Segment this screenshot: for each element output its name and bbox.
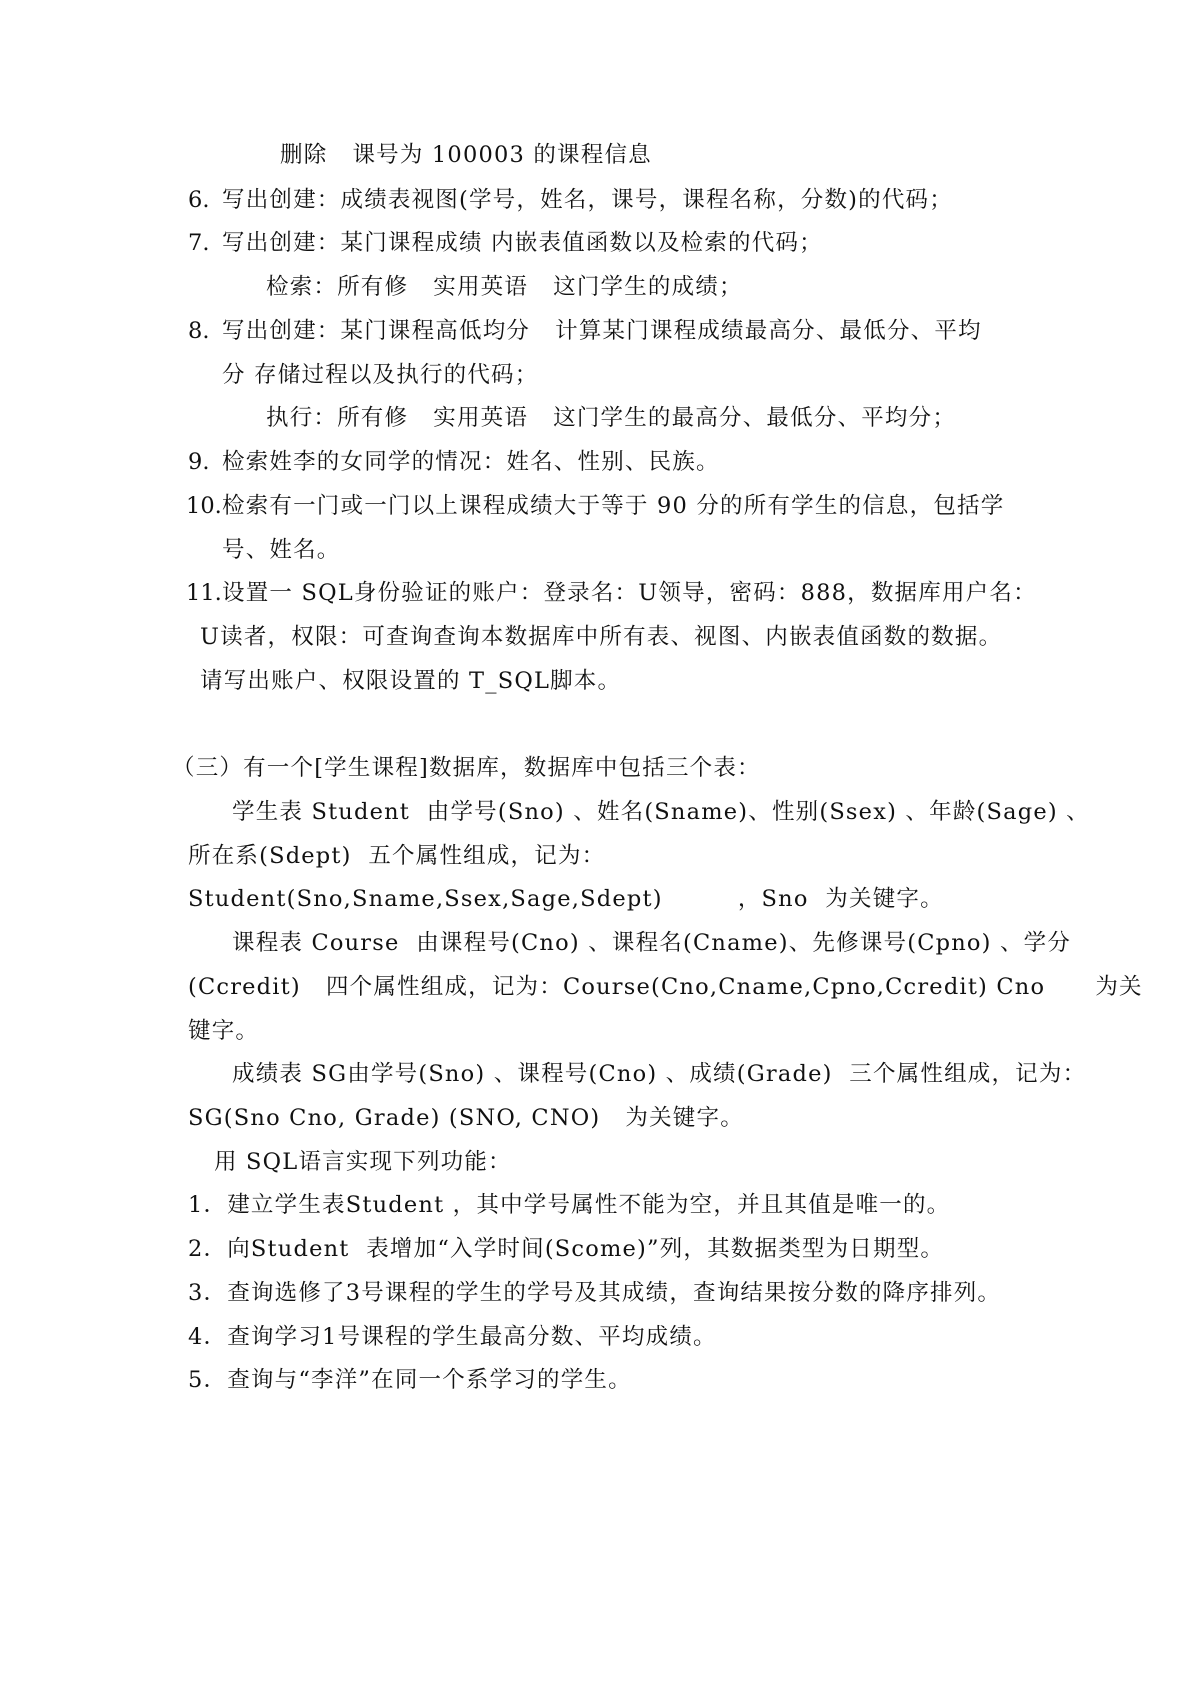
task-intro: 用 SQL语言实现下列功能： [214,1149,512,1175]
delete-instruction: 删除 课号为 100003 的课程信息 [280,142,652,168]
item-subtext: 执行：所有修 实用英语 这门学生的最高分、最低分、平均分； [266,405,957,431]
sg-table-schema: SG(Sno Cno, Grade) (SNO, CNO) 为关键字。 [188,1105,744,1131]
student-table-schema: Student(Sno,Sname,Ssex,Sage,Sdept) ，Sno 为关键字。 [188,886,944,912]
task-item: 5．查询与“李洋”在同一个系学习的学生。 [188,1367,632,1393]
item-text: 写出创建：某门课程高低均分 计算某门课程成绩最高分、最低分、平均 [222,318,982,344]
item-number: 6. [188,187,210,213]
task-item: 4．查询学习1号课程的学生最高分数、平均成绩。 [188,1324,717,1350]
student-table-description: 学生表 Student 由学号(Sno) 、姓名(Sname)、性别(Ssex) 、年龄(Sage) 、 [232,799,1090,825]
sg-table-description: 成绩表 SG由学号(Sno) 、课程号(Cno) 、成绩(Grade) 三个属性组成，记为： [232,1061,1087,1087]
course-table-description: 键字。 [188,1018,260,1044]
item-text: 检索有一门或一门以上课程成绩大于等于 90 分的所有学生的信息，包括学 [222,493,1005,519]
task-item: 2．向Student 表增加“入学时间(Scome)”列，其数据类型为日期型。 [188,1236,945,1262]
course-table-description: (Ccredit) 四个属性组成，记为：Course(Cno,Cname,Cpno,Ccredit) Cno 为关 [188,974,1143,1000]
course-table-description: 课程表 Course 由课程号(Cno) 、课程名(Cname)、先修课号(Cpno) 、学分 [232,930,1072,956]
item-text: U读者，权限：可查询查询本数据库中所有表、视图、内嵌表值函数的数据。 [200,624,1003,650]
item-text: 设置一 SQL身份验证的账户：登录名：U领导，密码：888，数据库用户名： [222,580,1037,606]
task-item: 3．查询选修了3号课程的学生的学号及其成绩，查询结果按分数的降序排列。 [188,1280,1002,1306]
item-text: 请写出账户、权限设置的 T_SQL脚本。 [200,668,622,694]
item-subtext: 检索：所有修 实用英语 这门学生的成绩； [266,274,743,300]
item-number: 9. [188,449,210,475]
item-number: 11. [186,580,222,606]
item-number: 10. [186,493,222,519]
item-text: 分 存储过程以及执行的代码； [222,362,539,388]
item-number: 7. [188,230,210,256]
item-number: 8. [188,318,210,344]
item-text: 号、姓名。 [222,537,341,563]
student-table-description: 所在系(Sdept) 五个属性组成，记为： [188,843,606,869]
item-text: 写出创建：某门课程成绩 内嵌表值函数以及检索的代码； [222,230,823,256]
item-text: 写出创建：成绩表视图(学号，姓名，课号，课程名称，分数)的代码； [222,187,953,213]
item-text: 检索姓李的女同学的情况：姓名、性别、民族。 [222,449,720,475]
task-item: 1．建立学生表Student ，其中学号属性不能为空，并且其值是唯一的。 [188,1192,951,1218]
section-heading: （三）有一个[学生课程]数据库，数据库中包括三个表： [172,755,761,781]
